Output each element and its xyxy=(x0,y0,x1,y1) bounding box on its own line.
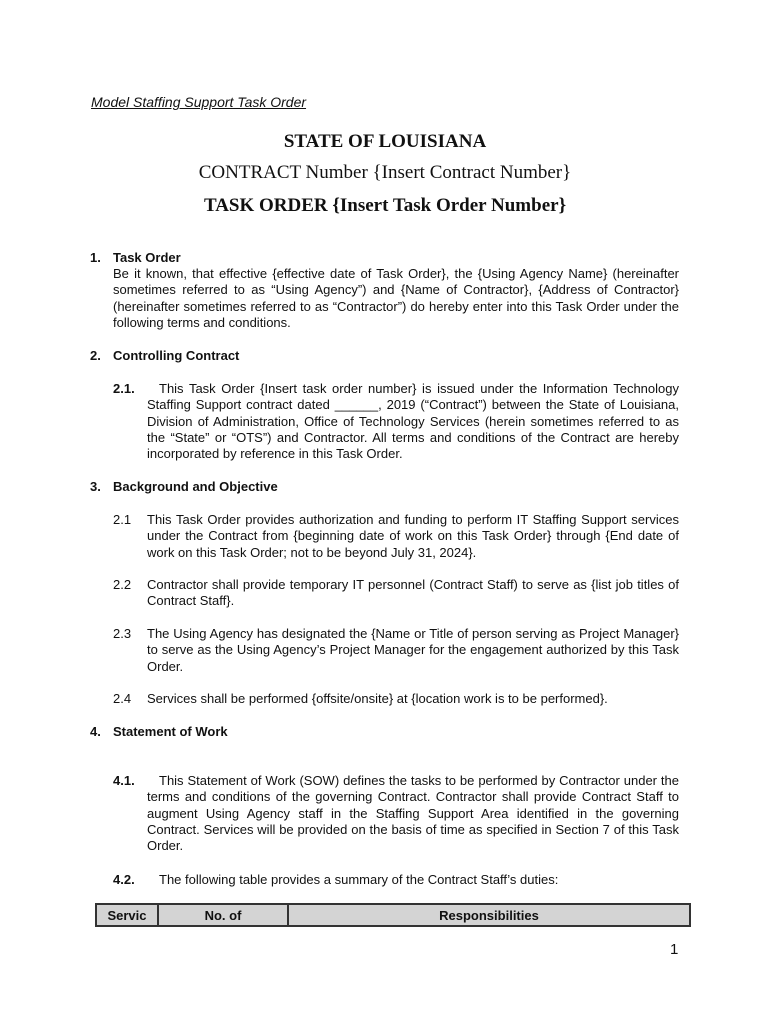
section-number: 2. xyxy=(90,348,101,363)
item-text: Contractor shall provide temporary IT personnel (Contract Staff) to serve as {list job titles of Contract Staff}. xyxy=(147,577,679,609)
section-number: 4. xyxy=(90,724,101,739)
table-header-count: No. of xyxy=(158,904,288,926)
subsection-number: 4.2. xyxy=(113,872,135,887)
table-header-row xyxy=(96,904,690,926)
item-number: 2.4 xyxy=(113,691,132,706)
list-item xyxy=(113,626,679,675)
section-1-body: Be it known, that effective {effective date of Task Order}, the {Using Agency Name} (hereinafter sometimes referred to as “Using Agency”) and {Name of Contractor}, {Address of Contractor} (hereinafter sometimes referred to as “Contractor”) do hereby enter into this Task Order under the following terms and conditions. xyxy=(113,266,679,330)
item-number: 2.3 xyxy=(113,626,132,641)
duties-table xyxy=(95,903,691,927)
subsection-number: 4.1. xyxy=(113,773,135,788)
section-3-heading xyxy=(90,479,278,494)
section-title: Controlling Contract xyxy=(113,348,240,363)
item-text: The Using Agency has designated the {Name or Title of person serving as Project Manager} to serve as the Using Agency’s Project Manager for the engagement authorized by this Task Order. xyxy=(147,626,679,674)
table-header-responsibilities: Responsibilities xyxy=(288,904,690,926)
document-title-state: STATE OF LOUISIANA xyxy=(283,131,487,152)
item-text: Services shall be performed {offsite/onsite} at {location work is to be performed}. xyxy=(147,691,608,706)
list-item xyxy=(113,512,679,561)
subsection-number: 2.1. xyxy=(113,381,135,396)
subsection-text: This Task Order {Insert task order number} is issued under the Information Technology Staffing Support contract dated ______, 2019 (“Contract”) between the State of Louisiana, Division of Administration, Office of Technology Services (herein sometimes referred to as the “State” or “OTS”) and Contractor. All terms and conditions of the Contract are hereby incorporated by reference in this Task Order. xyxy=(147,381,679,462)
section-2-heading xyxy=(90,348,239,363)
section-number: 1. xyxy=(90,250,101,265)
section-title: Background and Objective xyxy=(113,479,278,494)
subsection-4-1 xyxy=(113,773,679,854)
list-item xyxy=(113,691,679,707)
section-title: Task Order xyxy=(113,250,181,265)
item-text: This Task Order provides authorization and funding to perform IT Staffing Support services under the Contract from {beginning date of work on this Task Order} through {End date of work on this Task Order; not to be beyond July 31, 2024}. xyxy=(147,512,679,560)
table-header-service: Servic xyxy=(96,904,158,926)
section-1-heading xyxy=(90,250,181,265)
document-header-note: Model Staffing Support Task Order xyxy=(91,94,307,110)
page-number: 1 xyxy=(670,941,679,958)
subsection-text: This Statement of Work (SOW) defines the tasks to be performed by Contractor under the terms and conditions of the governing Contract. Contractor shall provide Contract Staff to augment Using Agency staff in the Staffing Support Area identified in the governing Contract. Services will be provided on the basis of time as specified in Section 7 of this Task Order. xyxy=(147,773,679,854)
document-title-contract: CONTRACT Number {Insert Contract Number} xyxy=(198,162,572,183)
subsection-2-1 xyxy=(113,381,679,462)
list-item xyxy=(113,577,679,610)
item-number: 2.2 xyxy=(113,577,132,592)
section-number: 3. xyxy=(90,479,101,494)
document-title-task-order: TASK ORDER {Insert Task Order Number} xyxy=(203,195,567,216)
subsection-text: The following table provides a summary of the Contract Staff’s duties: xyxy=(159,872,559,887)
item-number: 2.1 xyxy=(113,512,132,527)
section-4-heading xyxy=(90,724,228,739)
section-title: Statement of Work xyxy=(113,724,228,739)
subsection-4-2 xyxy=(113,872,679,888)
